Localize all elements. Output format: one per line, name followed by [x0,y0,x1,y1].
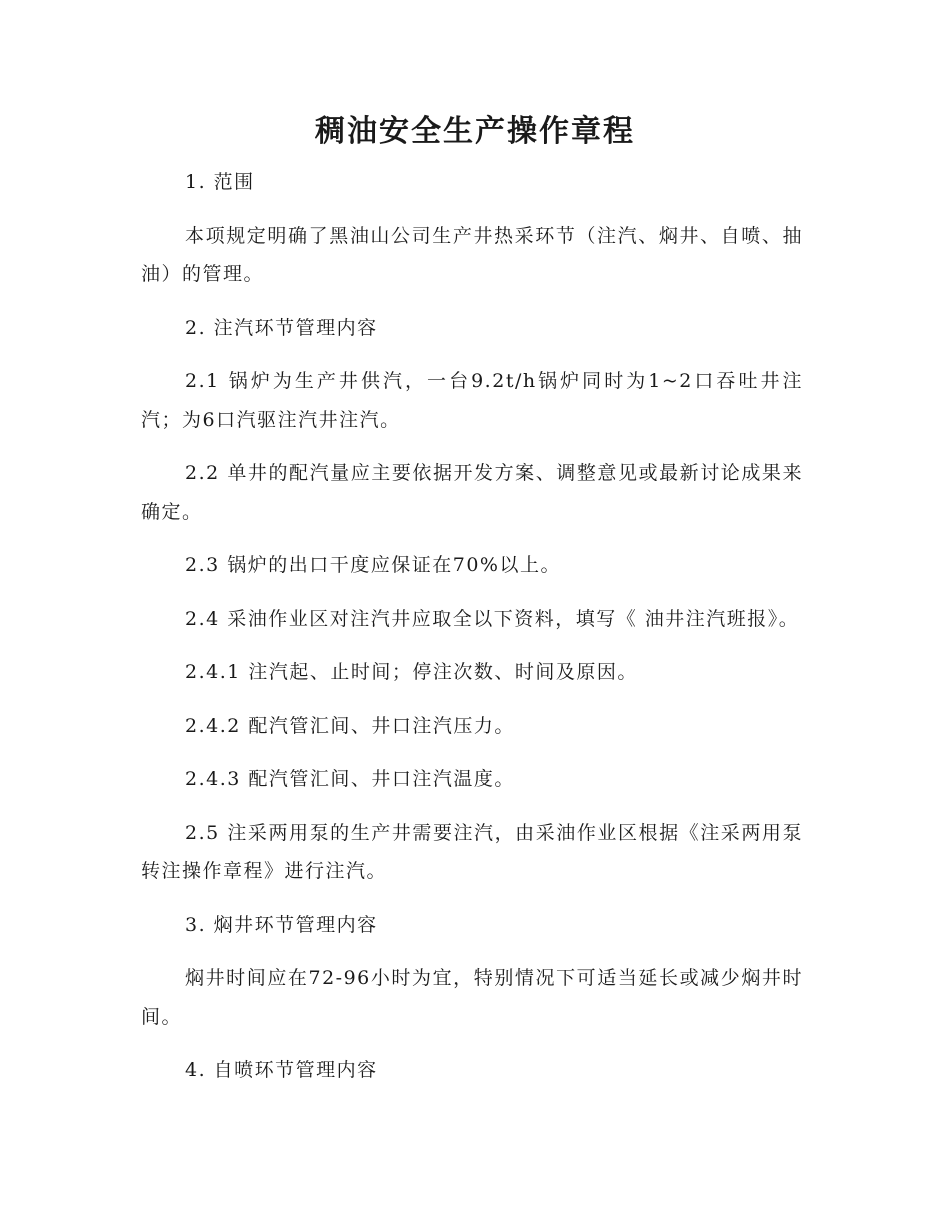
paragraph-scope-description: 本项规定明确了黑油山公司生产井热采环节（注汽、焖井、自喷、抽油）的管理。 [141,224,803,285]
paragraph-2-4-2: 2.4.2 配汽管汇间、井口注汽压力。 [185,714,515,737]
paragraph-2-4-1: 2.4.1 注汽起、止时间；停注次数、时间及原因。 [185,661,638,683]
section-heading-flowing: 4. 自喷环节管理内容 [185,1059,378,1081]
paragraph-2-1: 2.1 锅炉为生产井供汽，一台9.2t/h锅炉同时为1~2口吞吐井注汽；为6口汽驱注汽井注汽。 [141,370,803,431]
section-heading-steam-injection: 2. 注汽环节管理内容 [185,316,378,339]
document-title: 稠油安全生产操作章程 [315,114,635,149]
document-body [141,163,803,1090]
paragraph-2-5: 2.5 注采两用泵的生产井需要注汽，由采油作业区根据《注采两用泵转注操作章程》进行注汽。 [141,821,803,882]
paragraph-2-4-3: 2.4.3 配汽管汇间、井口注汽温度。 [185,768,515,790]
paragraph-2-3: 2.3 锅炉的出口干度应保证在70%以上。 [185,554,561,576]
paragraph-soaking-time: 焖井时间应在72-96小时为宜，特别情况下可适当延长或减少焖井时间。 [141,967,803,1028]
section-heading-soaking: 3. 焖井环节管理内容 [185,913,378,936]
paragraph-2-2: 2.2 单井的配汽量应主要依据开发方案、调整意见或最新讨论成果来确定。 [141,462,803,523]
section-heading-scope: 1. 范围 [185,171,255,193]
paragraph-2-4: 2.4 采油作业区对注汽井应取全以下资料，填写《 油井注汽班报》。 [185,607,800,630]
